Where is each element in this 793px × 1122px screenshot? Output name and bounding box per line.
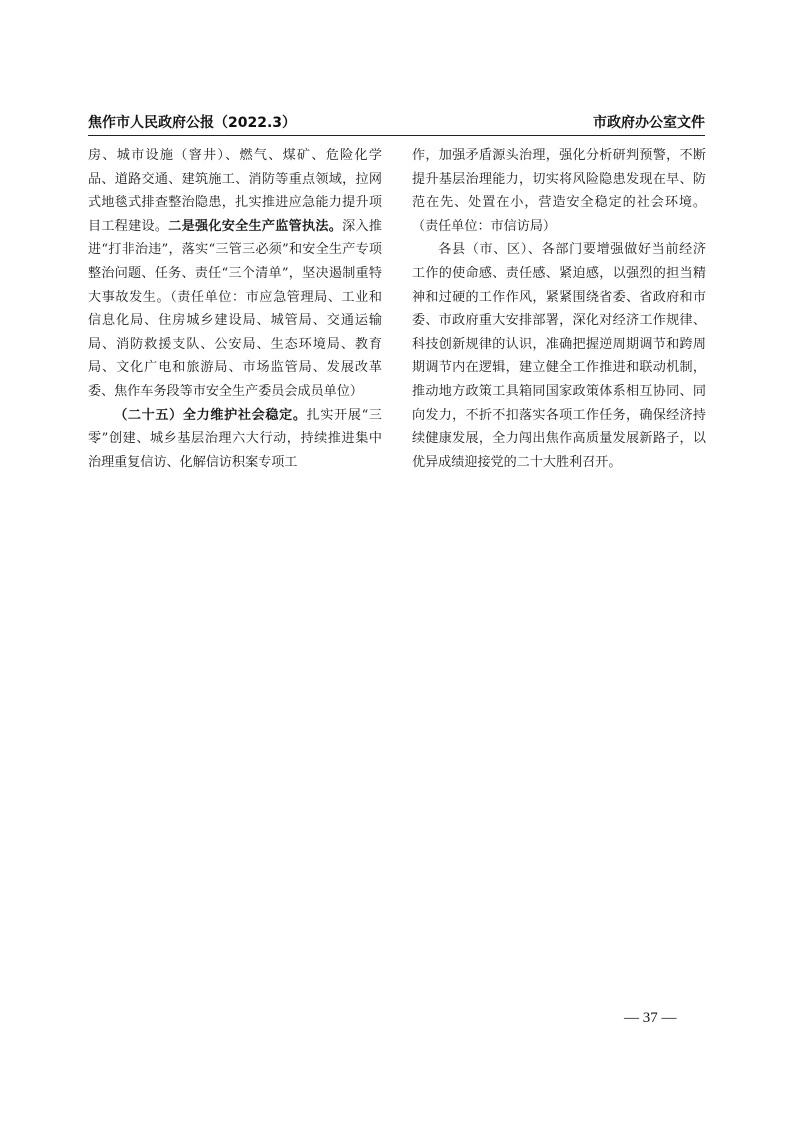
paragraph-safety-continued <box>88 144 382 404</box>
paragraph-text: 深入推进“打非治违”，落实“三管三必须”和安全生产专项整治问题、任务、责任“三个清单”，坚决遏制重特大事故发生。（责任单位：市应急管理局、工业和信息化局、住房城乡建设局、城管局、交通运输局、消防救援支队、公安局、生态环境局、教育局、文化广电和旅游局、市场监管局、发展改革委、焦作车务段等市安全生产委员会成员单位） <box>88 218 383 399</box>
paragraph-text: 房、城市设施（窨井）、燃气、煤矿、危险化学品、道路交通、建筑施工、消防等重点领域，拉网式地毯式排查整治隐患，扎实推进应急能力提升项目工程建设。 <box>88 148 382 234</box>
paragraph-text: 扎实开展“三零”创建、城乡基层治理六大行动，持续推进集中治理重复信访、化解信访积案专项工 <box>88 407 383 470</box>
page-header <box>88 109 705 136</box>
paragraph-social-stability <box>88 404 382 475</box>
page-number: — 37 — <box>624 1010 677 1026</box>
bold-heading-safety-supervision: 二是强化安全生产监管执法。 <box>168 218 343 234</box>
document-category: 市政府办公室文件 <box>593 115 705 131</box>
paragraph-closing-requirements: 各县（市、区）、各部门要增强做好当前经济工作的使命感、责任感、紧迫感，以强烈的担当精神和过硬的工作作风，紧紧围绕省委、省政府和市委、市政府重大安排部署，深化对经济工作规律、科技创新规律的认识，准确把握逆周期调节和跨周期调节内在逻辑，建立健全工作推进和联动机制，推动地方政策工具箱同国家政策体系相互协同、同向发力，不折不扣落实各项工作任务，确保经济持续健康发展，全力闯出焦作高质量发展新路子，以优异成绩迎接党的二十大胜利召开。 <box>412 242 706 470</box>
gazette-title: 焦作市人民政府公报（2022.3） <box>88 115 297 131</box>
right-column <box>412 144 706 474</box>
paragraph-social-stability-continued: 作，加强矛盾源头治理，强化分析研判预警，不断提升基层治理能力，切实将风险隐患发现在早、防范在先、处置在小，营造安全稳定的社会环境。（责任单位：市信访局） <box>412 148 706 234</box>
section-title-25: （二十五）全力维护社会稳定。 <box>114 407 307 423</box>
left-column <box>88 144 382 474</box>
